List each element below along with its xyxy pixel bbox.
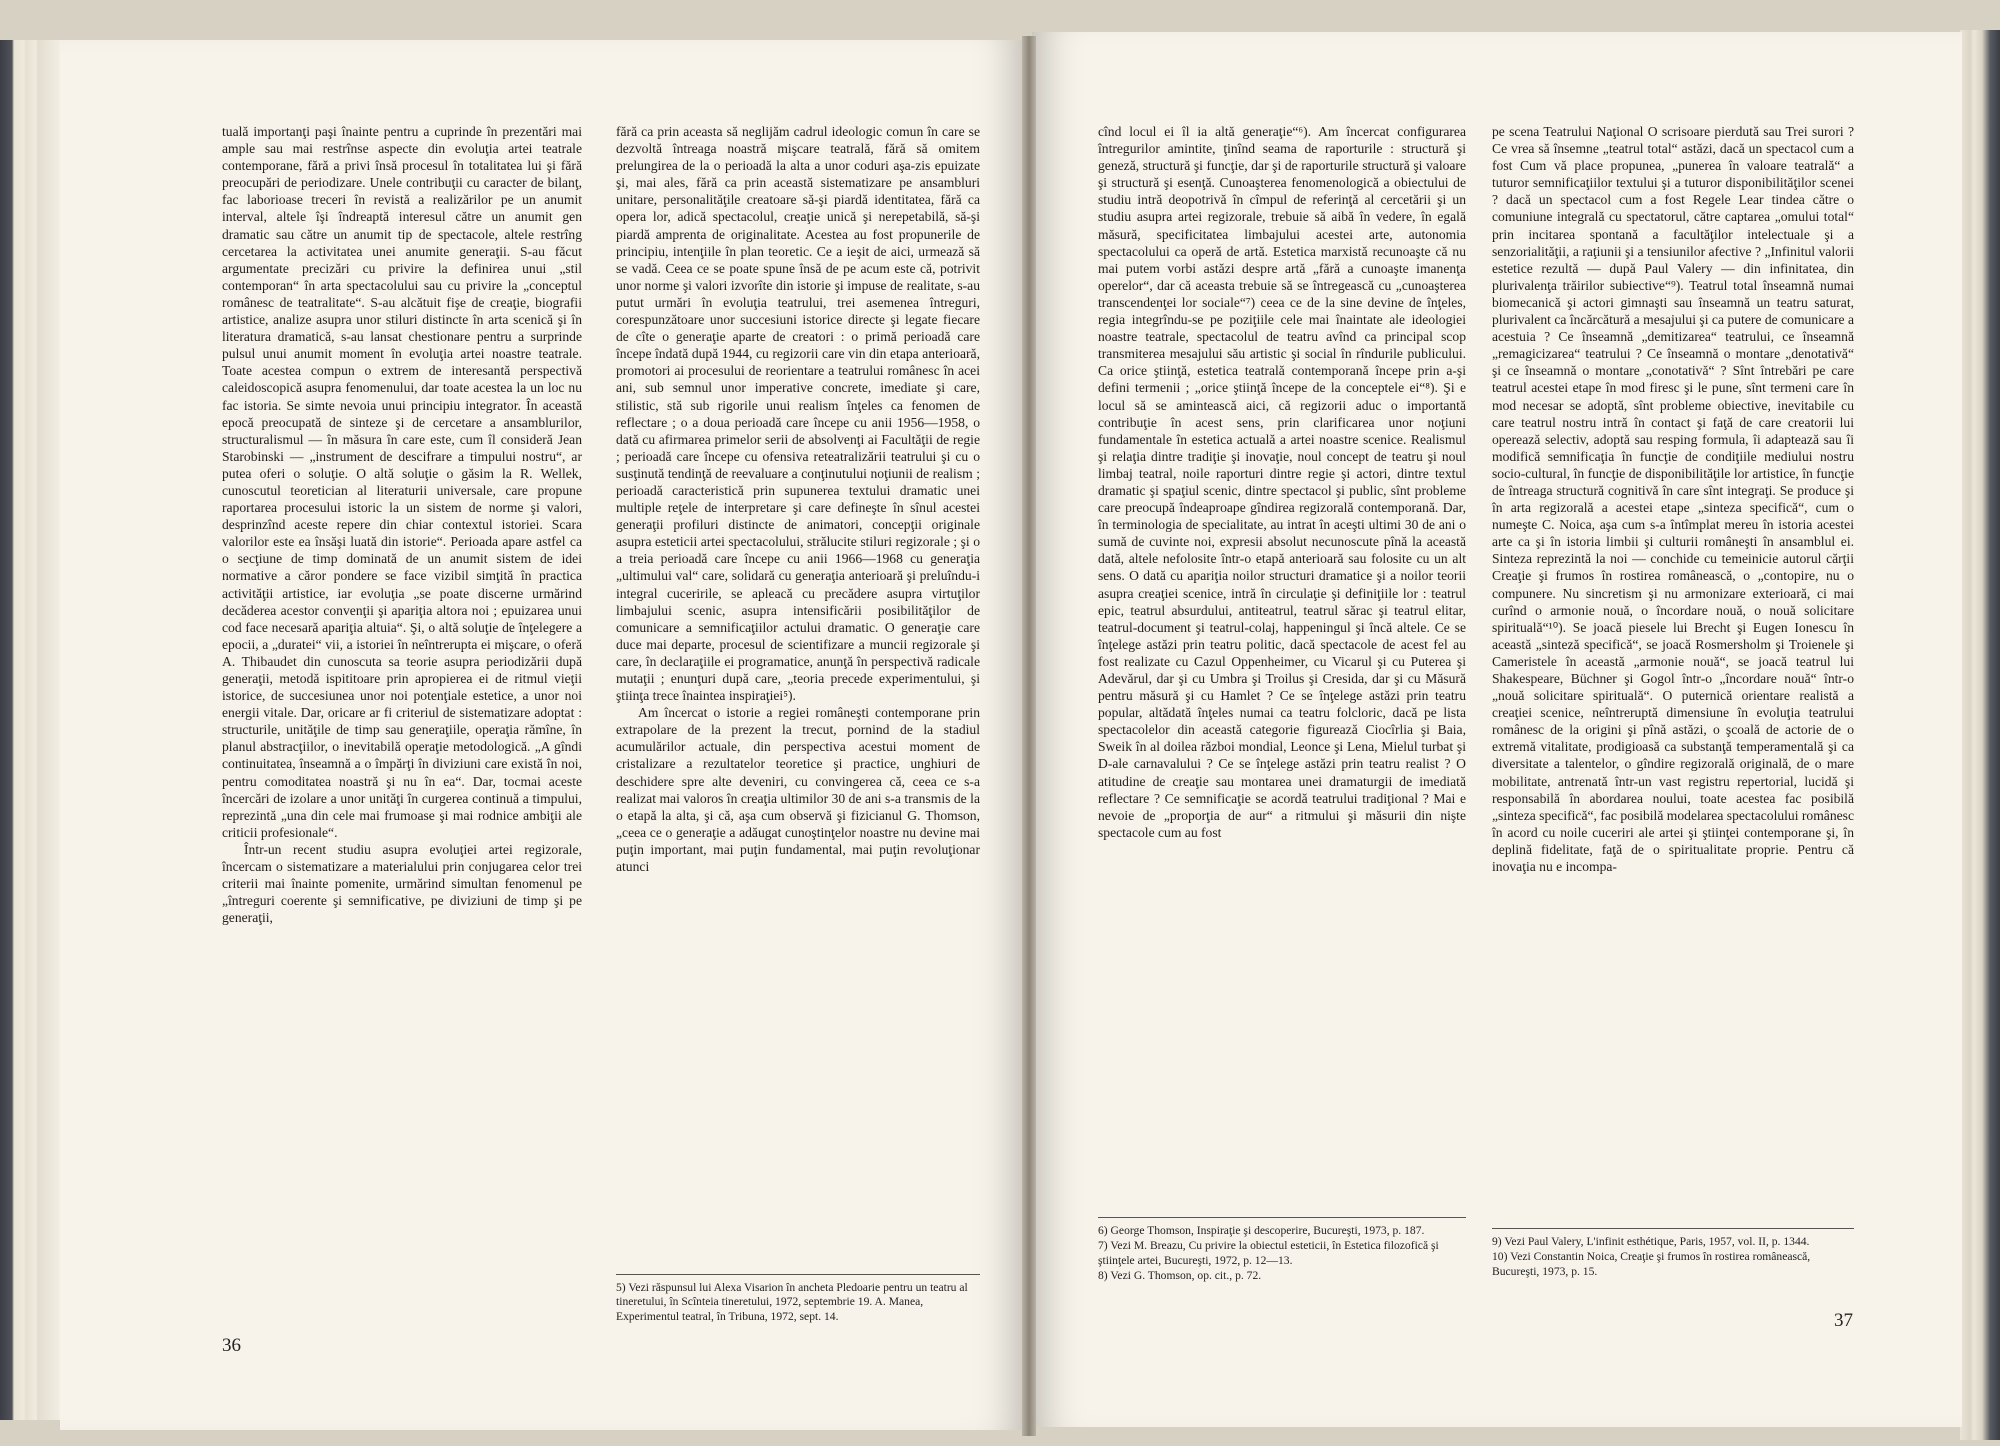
paragraph: fără ca prin aceasta să neglijăm cadrul ideologic comun în care se dezvoltă întreaga noastră mişcare teatrală, fără să omitem prelungirea de la o perioadă la alta a unor coduri aşa-zis epuizate şi, mai ales, fără ca prin această sistematizare pe ansambluri unitare, personalităţile creatoare să-şi piardă identitatea, fără ca opera lor, adică spectacolul, creaţie unică şi nerepetabilă, să-şi piardă amprenta de originalitate. Acestea au fost propunerile de principiu, intenţiile în plan teoretic. Ce a ieşit de aici, urmează să se vadă. Ceea ce se poate spune însă de pe acum este că, potrivit unor norme şi valori izvorîte din istorie şi impuse de realitate, s-au putut urmări în evoluţia teatrului, trei asemenea întreguri, corespunzătoare unor succesiuni istorice directe şi legate fiecare de cîte o generaţie aparte de creatori : o primă perioadă care începe îndată după 1944, cu regizorii care vin din etapa anterioară, promotori ai procesului de reorientare a teatrului românesc în acei ani, sub semnul unor imperative concrete, imediate şi care, stilistic, stă sub rigorile unui realism înţeles ca fenomen de reflectare ; o a doua perioadă care începe cu anii 1956—1958, o dată cu afirmarea primelor serii de absolvenţi ai Facultăţii de regie ; perioadă care începe cu ofensiva reteatralizării teatrului şi cu o susţinută tendinţă de reevaluare a conţinutului noţiunii de realism ; perioadă caracteristică prin supunerea textului dramatic unei multiple reţele de interpretare şi care defineşte în sînul acestei generaţii profiluri distincte de animatori, concepţii originale asupra esteticii artei spectacolului, strălucite stiluri regizorale ; şi o a treia perioadă care începe cu anii 1966—1968 cu generaţia „ultimului val“ care, solidară cu generaţia anterioară şi preluîndu-i integral cuceririle, se apleacă cu precădere asupra virtuţilor limbajului scenic, asupra intensificării posibilităţilor de comunicare a semnificaţiilor actului dramatic. O generaţie care duce mai departe, procesul de scientifizare a muncii regizorale şi care, în declaraţiile ei programatice, anunţă în perspectivă radicale mutaţii ; enunţuri după care, „teoria precede experimentului, şi ştiinţa trece înaintea inspiraţiei⁵). [616, 124, 980, 704]
paragraph: pe scena Teatrului Naţional O scrisoare pierdută sau Trei surori ? Ce vrea să însemne „teatrul total“ astăzi, dacă un spectacol cum a fost Cum vă place propunea, „punerea în valoare teatrală“ a tuturor semnificaţiilor textului şi a tuturor disponibilităţilor scenei ? dacă un spectacol cum a fost Regele Lear tindea către o comuniune integrală cu spectatorul, către captarea „omului total“ prin incitarea spontană a facultăţilor intelectuale şi a senzorialităţii, a raţiunii şi a tensiunilor afective ? „Infinitul valorii estetice rezultă — după Paul Valery — din infinitatea, din plurivalenţa trăirilor subiective“⁹). Teatrul total înseamnă numai biomecanică şi actori gimnaşti sau înseamnă un teatru saturat, plurivalent ca încărcătură a mesajului şi ca putere de comunicare a acestuia ? Ce înseamnă „demitizarea“ teatrului, ce înseamnă „remagicizarea“ teatrului ? Ce înseamnă o montare „denotativă“ şi ce înseamnă o montare „conotativă“ ? Sînt întrebări pe care teatrul acestei etape în mod firesc şi le pune, sînt termeni care în mod necesar se adoptă, sînt probleme obiective, inevitabile cu care teatrul nostru intră în contact şi faţă de care creatorii lui operează selectiv, adoptă sau resping formula, îi adaptează sau îi modifică semnificaţia în funcţie de condiţiile mediului nostru socio-cultural, în funcţie de disponibilităţile lor artistice, în funcţie de întreaga structură cognitivă în care sînt integraţi. Se produce şi în arta regizorală a acestei etape „sinteza specifică“, cum o numeşte C. Noica, aşa cum s-a întîmplat mereu în istoria acestei arte ca şi în istoria limbii şi culturii româneşti în ansamblul ei. Sinteza reprezintă la noi — conchide cu temeinicie autorul cărţii Creaţie şi frumos în rostirea românească, o „contopire, nu o compunere. Nu sincretism şi nu armonizare exterioară, ci mai curînd o armonie nouă, o încordare nouă, o nouă solicitare spirituală“¹⁰). Se joacă piesele lui Brecht şi Eugen Ionescu în această „sinteză specifică“, se joacă Rosmersholm şi Troienele şi Cameristele în această „armonie nouă“, se joacă teatrul lui Shakespeare, Büchner şi Gogol într-o „încordare nouă“ într-o „nouă solicitare spirituală“. O puternică orientare realistă a creaţiei scenice, neîntreruptă dimensiune în evoluţia teatrului românesc de la origini şi pînă astăzi, o şcoală de actorie de o extremă vitalitate, prodigioasă ca substanţă temperamentală şi ca diversitate a talentelor, o gîndire regizorală originală, de o mare mobilitate, antrenată într-un vast registru repertorial, lucidă şi responsabilă în abordarea noului, toate acestea fac posibilă „sinteza specifică“, fac posibilă modelarea spectacolului românesc în acord cu noile cuceriri ale artei şi ştiinţei contemporane şi, în deplină fidelitate, faţă de o spiritualitate proprie. Pentru că inovaţia nu e incompa- [1492, 124, 1854, 875]
left-page-column-2 [616, 123, 980, 875]
paragraph: cînd locul ei îl ia altă generaţie“⁶). Am încercat configurarea întregurilor amintite, ţinînd seama de raporturile : structură şi geneză, structură şi funcţie, dar şi de raporturile structură şi valoare şi structură şi esenţă. Cunoaşterea fenomenologică a obiectului de studiu intră deopotrivă în cîmpul de referinţă al cercetării şi un studiu asupra artei regizorale, trebuie să aibă în vedere, în egală măsură, specificitatea limbajului acestei arte, autonomia spectacolului ca operă de artă. Estetica marxistă recunoaşte că nu mai putem vorbi astăzi despre artă „fără a cunoaşte imanenţa operelor“, dar că aceasta trebuie să se întregească cu „cunoaşterea transcendenţei lor sociale“⁷) ceea ce de la sine devine de înţeles, regia integrîndu-se pe poziţiile cele mai înaintate ale ideologiei noastre teatrale, spectacolul de teatru avînd ca principal scop transmiterea mesajului său artistic şi social în rîndurile publicului. Ca orice ştiinţă, estetica teatrală contemporană începe prin a-şi defini termenii ; „orice ştiinţă începe de la conceptele ei“⁸). Şi e locul să se amintească aici, că regizorii aduc o importantă contribuţie în acest sens, prin clarificarea unor noţiuni fundamentale în estetica actuală a artei noastre scenice. Realismul şi relaţia dintre tradiţie şi inovaţie, noul concept de teatru şi noul limbaj teatral, noile raporturi dintre regie şi actori, dintre textul dramatic şi spaţiul scenic, dintre spectacol şi public, sînt probleme care preocupă îndeaproape gîndirea regizorală contemporană. Dar, în terminologia de specialitate, au intrat în aceşti ultimi 30 de ani o sumă de cuvinte noi, expresii absolut necunoscute pînă la această dată, altele nefolosite într-o etapă anterioară sau folosite cu un alt sens. O dată cu apariţia noilor structuri dramatice şi a noilor teorii asupra creaţiei scenice, intră în circulaţie şi definiţiile lor : teatrul epic, teatrul absurdului, antiteatrul, teatrul sărac şi teatrul elitar, teatrul-document şi teatrul-colaj, happeningul şi încă altele. Ce se înţelege astăzi prin teatru politic, dacă spectacole de acest fel au fost realizate cu Cazul Oppenheimer, cu Vicarul şi cu Puterea şi Adevărul, dar şi cu Umbra şi Troilus şi Cresida, dar şi cu Măsură pentru măsură şi cu Hamlet ? Ce se înţelege astăzi prin teatru popular, altădată înţeles numai ca teatru folcloric, dacă pe lista spectacolelor din această categorie figurează Ciocîrlia şi Baia, Sweik în al doilea război mondial, Leonce şi Lena, Mielul turbat şi D-ale carnavalului ? Ce se înţelege astăzi prin teatru realist ? O atitudine de creaţie sau montarea unei dramaturgii de imediată reflectare ? Ce semnificaţie se acordă teatrului tradiţional ? Mai e nevoie de „proporţia de aur“ a ritmului şi măsurii din nişte spectacole cum au fost [1098, 124, 1466, 840]
footnote: 7) Vezi M. Breazu, Cu privire la obiectul esteticii, în Estetica filozofică şi ştiinţele artei, Bucureşti, 1972, p. 12—13. [1098, 1239, 1439, 1267]
right-page-column-1 [1098, 123, 1466, 841]
page-stack-right [1960, 30, 2000, 1440]
page-stack-left [0, 40, 60, 1420]
right-page-footnotes-col2 [1492, 1228, 1854, 1280]
footnote: 5) Vezi răspunsul lui Alexa Visarion în ancheta Pledoarie pentru un teatru al tineretului, în Scînteia tineretului, 1972, septembrie 19. A. Manea, Experimentul teatral, în Tribuna, 1972, sept. 14. [616, 1281, 968, 1323]
page-number-right: 37 [1834, 1310, 1853, 1331]
footnote: 10) Vezi Constantin Noica, Creaţie şi frumos în rostirea românească, Bucureşti, 1973, p. 15. [1492, 1250, 1811, 1278]
right-page-footnotes-col1 [1098, 1217, 1466, 1285]
paragraph: Într-un recent studiu asupra evoluţiei artei regizorale, încercam o sistematizare a materialului prin conjugarea celor trei criterii mai înainte pomenite, urmărind simultan fenomenul pe „întreguri coerente şi semnificative, pe diviziuni de timp şi pe generaţii, [222, 841, 582, 926]
paragraph: Am încercat o istorie a regiei româneşti contemporane prin extrapolare de la prezent la trecut, pornind de la stadiul acumulărilor actuale, din perspectiva acestui moment de cristalizare a rezultatelor teoretice şi practice, unghiuri de deschidere spre alte deveniri, cu convingerea că, ceea ce s-a realizat mai valoros în creaţia ultimilor 30 de ani s-a transmis de la o etapă la alta, şi că, aşa cum observă şi fizicianul G. Thomson, „ceea ce o generaţie a adăugat cunoştinţelor noastre nu devine mai puţin important, mai puţin fundamental, mai puţin revoluţionar atunci [616, 705, 980, 875]
left-page-footnotes [616, 1274, 980, 1325]
footnote: 9) Vezi Paul Valery, L'infinit esthétique, Paris, 1957, vol. II, p. 1344. [1492, 1235, 1810, 1248]
left-page-column-1 [222, 123, 582, 926]
book-gutter [1022, 36, 1036, 1436]
paragraph: tuală importanţi paşi înainte pentru a cuprinde în prezentări mai ample sau mai restrînse aspecte din evoluţia artei teatrale contemporane, fără a privi însă procesul în totalitatea lui şi fără preocupări de periodizare. Unele contribuţii cu caracter de bilanţ, fac laborioase treceri în revistă a realizărilor pe un anumit interval, altele îşi îndreaptă interesul către un anumit gen dramatic sau către un anumit tip de spectacole, altele restrîng cercetarea la activitatea unei anumite generaţii. S-au făcut argumentate precizări cu privire la definirea unui „stil contemporan“ în arta spectacolului sau cu privire la „conceptul românesc de teatralitate“. S-au alcătuit fişe de creaţie, biografii artistice, analize asupra unor stiluri distincte în arta scenică şi în literatura dramatică, s-au lansat chestionare pentru a surprinde pulsul unui anumit moment în evoluţia artei noastre teatrale. Toate acestea compun o extrem de interesantă perspectivă caleidoscopică asupra fenomenului, dar toate acestea la un loc nu fac istoria. Se simte nevoia unui principiu integrator. În această epocă preocupată de sinteze şi de cercetare a ansamblurilor, structuralismul — în măsura în care este, cum îl consideră Jean Starobinski — „instrument de descifrare a timpului nostru“, ar putea oferi o soluţie. O altă soluţie o găsim la R. Wellek, cunoscutul teoretician al literaturii universale, care propune raportarea procesului istoric la un sistem de norme şi valori, desprinzînd aceste repere din chiar contextul istoriei. Scara valorilor este ea însăşi luată din istorie“. Perioada apare astfel ca o secţiune de timp dominată de un anumit sistem de idei normative a căror pondere se face vizibil simţită în practica activităţii artistice, iar evoluţia „se poate discerne urmărind decăderea acestor convenţii şi apariţia altora noi ; epuizarea unui cod face necesară apariţia altuia“. Şi, o altă soluţie de înţelegere a epocii, a „duratei“ vii, a istoriei în neîntrerupta ei mişcare, o oferă A. Thibaudet din cunoscuta sa teorie asupra periodizării după generaţii, metodă ispititoare prin apropierea ei de ritmul vieţii istorice, de succesiunea unor noi potenţiale estetice, a unor noi energii vitale. Dar, oricare ar fi criteriul de sistematizare adoptat : structurile, unităţile de timp sau generaţiile, operaţia rămîne, în planul abstracţiilor, o inevitabilă operaţie metodologică. „A gîndi continuitatea, înseamnă a o împărţi în diviziuni care există în noi, pentru comoditatea noastră şi nu în ea“. Dar, tocmai aceste încercări de izolare a unor unităţi în curgerea continuă a timpului, reprezintă „una din cele mai frumoase şi mai rodnice ambiţii ale criticii profesionale“. [222, 124, 582, 840]
page-number-left: 36 [222, 1335, 241, 1356]
right-page-column-2 [1492, 123, 1854, 875]
footnote: 8) Vezi G. Thomson, op. cit., p. 72. [1098, 1269, 1262, 1283]
footnote: 6) George Thomson, Inspiraţie şi descoperire, Bucureşti, 1973, p. 187. [1098, 1224, 1425, 1237]
